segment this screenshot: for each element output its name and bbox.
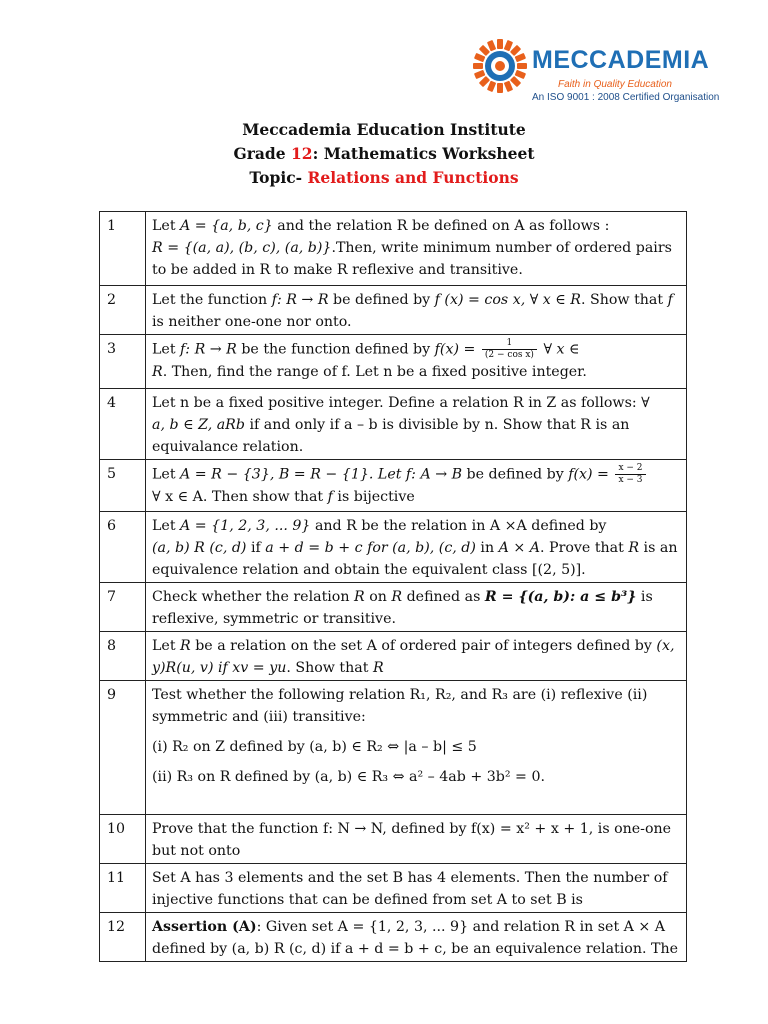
table-row bbox=[100, 335, 687, 389]
question-text: Assertion (A): Given set A = {1, 2, 3, ... 9} and relation R in set A × A defined by (a, b) R (c, d) if a + d = b + c, be an equivalence relation. The bbox=[146, 913, 687, 962]
meccademia-logo bbox=[472, 36, 732, 106]
question-text: Let n be a fixed positive integer. Define a relation R in Z as follows: ∀ a, b ∈ Z, aRb if and only if a – b is divisible by n. Show that R is an equivalance relation. bbox=[146, 389, 687, 460]
question-number: 7 bbox=[100, 583, 146, 632]
fraction: $\frac{1}{\text{(2 − cos x)}}$ bbox=[482, 338, 537, 361]
question-number: 8 bbox=[100, 632, 146, 681]
table-row bbox=[100, 681, 687, 815]
logo-name: MECCADEMIA bbox=[532, 46, 710, 74]
table-row bbox=[100, 632, 687, 681]
question-number: 10 bbox=[100, 815, 146, 864]
grade-line: Grade 12: Mathematics Worksheet bbox=[233, 144, 535, 163]
question-number: 9 bbox=[100, 681, 146, 815]
question-text: Let the function f: R → R be defined by f (x) = cos x, ∀ x ∈ R. Show that f is neither one-one nor onto. bbox=[146, 286, 687, 335]
question-text: Let A = {a, b, c} and the relation R be defined on A as follows : R = {(a, a), (b, c), (a, b)}.Then, write minimum number of ordered pairs to be added in R to make R reflexive and transitive. bbox=[146, 212, 687, 286]
table-row bbox=[100, 286, 687, 335]
question-number: 6 bbox=[100, 512, 146, 583]
question-text: Test whether the following relation R₁, R₂, and R₃ are (i) reflexive (ii) symmetric and (iii) transitive: (i) R₂ on Z defined by (a, b) ∈ R₂ ⇔ |a – b| ≤ 5 (ii) R₃ on R defined by (a, b) ∈ R₃ ⇔ a² – 4ab + 3b² = 0. bbox=[146, 681, 687, 815]
logo-tagline: Faith in Quality Education bbox=[558, 79, 672, 90]
question-number: 12 bbox=[100, 913, 146, 962]
institute-name: Meccademia Education Institute bbox=[242, 120, 526, 139]
question-text: Set A has 3 elements and the set B has 4 elements. Then the number of injective functions that can be defined from set A to set B is bbox=[146, 864, 687, 913]
table-row bbox=[100, 815, 687, 864]
table-row bbox=[100, 512, 687, 583]
table-row bbox=[100, 583, 687, 632]
table-row bbox=[100, 460, 687, 512]
table-row bbox=[100, 864, 687, 913]
question-text: Let A = {1, 2, 3, ... 9} and R be the relation in A ×A defined by (a, b) R (c, d) if a + d = b + c for (a, b), (c, d) in A × A. Prove that R is an equivalence relation and obtain the equivalent class [(2, 5)]. bbox=[146, 512, 687, 583]
question-number: 4 bbox=[100, 389, 146, 460]
topic-name: Relations and Functions bbox=[307, 168, 519, 187]
question-text: Let A = R − {3}, B = R − {1}. Let f: A → B be defined by f(x) = $\frac{x - 2}{x - 3}$ ∀ x ∈ A. Then show that f is bijective bbox=[146, 460, 687, 512]
question-text: Let f: R → R be the function defined by f(x) = $\frac{1}{\text{(2 − cos x)}}$ ∀ x ∈ R. Then, find the range of f. Let n be a fixed positive integer. bbox=[146, 335, 687, 389]
grade-number: 12 bbox=[291, 144, 313, 163]
question-number: 11 bbox=[100, 864, 146, 913]
question-text: Prove that the function f: N → N, defined by f(x) = x² + x + 1, is one-one but not onto bbox=[146, 815, 687, 864]
question-text: Check whether the relation R on R defined as R = {(a, b): a ≤ b³} is reflexive, symmetric or transitive. bbox=[146, 583, 687, 632]
logo-certification: An ISO 9001 : 2008 Certified Organisation bbox=[532, 92, 720, 103]
question-number: 5 bbox=[100, 460, 146, 512]
sub-part: (ii) R₃ on R defined by (a, b) ∈ R₃ ⇔ a² – 4ab + 3b² = 0. bbox=[152, 769, 545, 785]
gear-sun-logo-icon bbox=[472, 38, 528, 94]
question-text: Let R be a relation on the set A of ordered pair of integers defined by (x, y)R(u, v) if xv = yu. Show that R bbox=[146, 632, 687, 681]
assertion-label: Assertion (A) bbox=[152, 919, 257, 935]
questions-table bbox=[99, 211, 687, 962]
question-number: 2 bbox=[100, 286, 146, 335]
fraction: $\frac{x - 2}{x - 3}$ bbox=[615, 463, 645, 486]
table-row bbox=[100, 212, 687, 286]
sub-part: (i) R₂ on Z defined by (a, b) ∈ R₂ ⇔ |a – b| ≤ 5 bbox=[152, 739, 477, 755]
table-row bbox=[100, 389, 687, 460]
question-number: 1 bbox=[100, 212, 146, 286]
question-number: 3 bbox=[100, 335, 146, 389]
topic-line: Topic- Relations and Functions bbox=[249, 168, 519, 187]
table-row bbox=[100, 913, 687, 962]
worksheet-header bbox=[0, 118, 768, 190]
